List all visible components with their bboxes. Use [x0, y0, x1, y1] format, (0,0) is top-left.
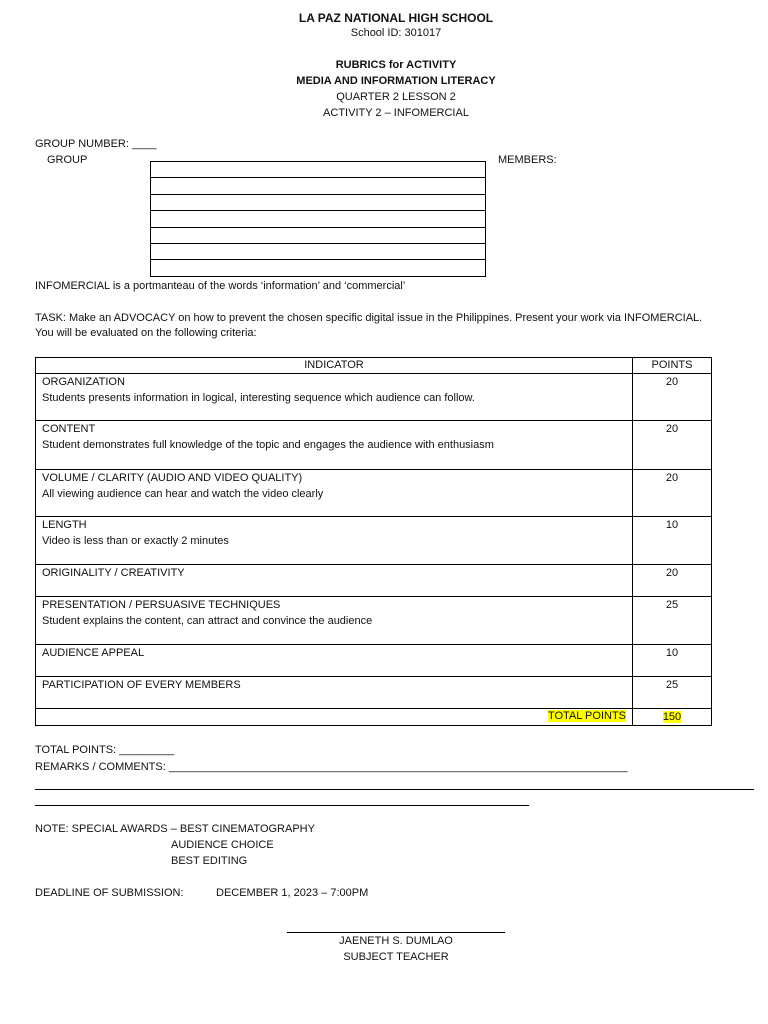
school-name: LA PAZ NATIONAL HIGH SCHOOL: [298, 11, 494, 25]
task-text-line2: You will be evaluated on the following criteria:: [35, 327, 257, 339]
rubric-row: [36, 517, 712, 565]
total-value-cell: [633, 709, 712, 726]
group-label: GROUP: [47, 154, 88, 166]
indicator-description: Student demonstrates full knowledge of the topic and engages the audience with enthusiasm: [42, 439, 494, 451]
total-points-field: TOTAL POINTS: _________: [35, 744, 175, 756]
rubric-row: [36, 645, 712, 677]
points-cell: 20: [633, 470, 712, 517]
school-id: School ID: 301017: [350, 27, 442, 39]
quarter-lesson: QUARTER 2 LESSON 2: [336, 91, 456, 103]
rubric-table: [35, 357, 712, 726]
rubric-row: [36, 421, 712, 470]
member-line[interactable]: [150, 228, 486, 244]
indicator-description: Video is less than or exactly 2 minutes: [42, 535, 229, 547]
remarks-line[interactable]: [35, 789, 754, 790]
indicator-title: PRESENTATION / PERSUASIVE TECHNIQUES: [42, 599, 281, 611]
indicator-cell: [36, 517, 633, 565]
indicator-cell: [36, 374, 633, 421]
indicator-cell: [36, 597, 633, 645]
indicator-description: All viewing audience can hear and watch the video clearly: [42, 488, 324, 500]
indicator-title: LENGTH: [42, 519, 87, 531]
deadline-value: DECEMBER 1, 2023 – 7:00PM: [216, 887, 369, 899]
deadline-label: DEADLINE OF SUBMISSION:: [35, 887, 184, 899]
total-points-value: 150: [662, 711, 682, 723]
remarks-line[interactable]: [35, 805, 529, 806]
total-row: [36, 709, 712, 726]
signature-line: [287, 932, 505, 933]
remarks-field: REMARKS / COMMENTS: ___________________________________________________________________________: [35, 761, 628, 773]
indicator-description: Students presents information in logical, interesting sequence which audience can follow.: [42, 392, 475, 404]
member-line[interactable]: [150, 211, 486, 227]
indicator-description: Student explains the content, can attract and convince the audience: [42, 615, 373, 627]
task-text-line1: TASK: Make an ADVOCACY on how to prevent the chosen specific digital issue in the Philippines. Present your work via INFOMERCIAL.: [35, 312, 703, 324]
special-awards-note: NOTE: SPECIAL AWARDS – BEST CINEMATOGRAPHY: [35, 823, 315, 835]
indicator-column-header: INDICATOR: [36, 358, 633, 374]
teacher-title: SUBJECT TEACHER: [343, 951, 449, 963]
infomercial-definition: INFOMERCIAL is a portmanteau of the words ‘information’ and ‘commercial’: [35, 280, 406, 292]
member-line[interactable]: [150, 244, 486, 260]
teacher-name: JAENETH S. DUMLAO: [339, 935, 453, 947]
members-box: [150, 161, 486, 277]
rubric-row: [36, 374, 712, 421]
member-line[interactable]: [150, 260, 486, 276]
subject-title: MEDIA AND INFORMATION LITERACY: [296, 75, 496, 87]
indicator-title: ORIGINALITY / CREATIVITY: [42, 567, 185, 579]
indicator-title: ORGANIZATION: [42, 376, 125, 388]
rubric-row: [36, 677, 712, 709]
activity-title: ACTIVITY 2 – INFOMERCIAL: [323, 107, 469, 119]
points-cell: 20: [633, 421, 712, 470]
points-cell: 10: [633, 517, 712, 565]
member-line[interactable]: [150, 178, 486, 194]
award-audience-choice: AUDIENCE CHOICE: [171, 839, 274, 851]
points-cell: 25: [633, 597, 712, 645]
points-cell: 10: [633, 645, 712, 677]
indicator-cell: [36, 565, 633, 597]
indicator-cell: [36, 470, 633, 517]
indicator-cell: [36, 645, 633, 677]
points-cell: 25: [633, 677, 712, 709]
rubric-row: [36, 597, 712, 645]
rubric-header-row: [36, 358, 712, 374]
points-cell: 20: [633, 565, 712, 597]
members-label: MEMBERS:: [498, 154, 557, 166]
indicator-title: VOLUME / CLARITY (AUDIO AND VIDEO QUALITY): [42, 472, 303, 484]
rubric-row: [36, 470, 712, 517]
indicator-cell: [36, 421, 633, 470]
total-label-cell: [36, 709, 633, 726]
member-line[interactable]: [150, 195, 486, 211]
indicator-title: AUDIENCE APPEAL: [42, 647, 145, 659]
total-points-label: TOTAL POINTS: [547, 710, 626, 722]
indicator-cell: [36, 677, 633, 709]
rubric-title: RUBRICS for ACTIVITY: [335, 59, 457, 71]
group-number-label: GROUP NUMBER: ____: [35, 138, 157, 150]
points-column-header: POINTS: [633, 358, 712, 374]
indicator-title: PARTICIPATION OF EVERY MEMBERS: [42, 679, 241, 691]
rubric-row: [36, 565, 712, 597]
member-line[interactable]: [150, 162, 486, 178]
award-best-editing: BEST EDITING: [171, 855, 248, 867]
points-cell: 20: [633, 374, 712, 421]
indicator-title: CONTENT: [42, 423, 96, 435]
